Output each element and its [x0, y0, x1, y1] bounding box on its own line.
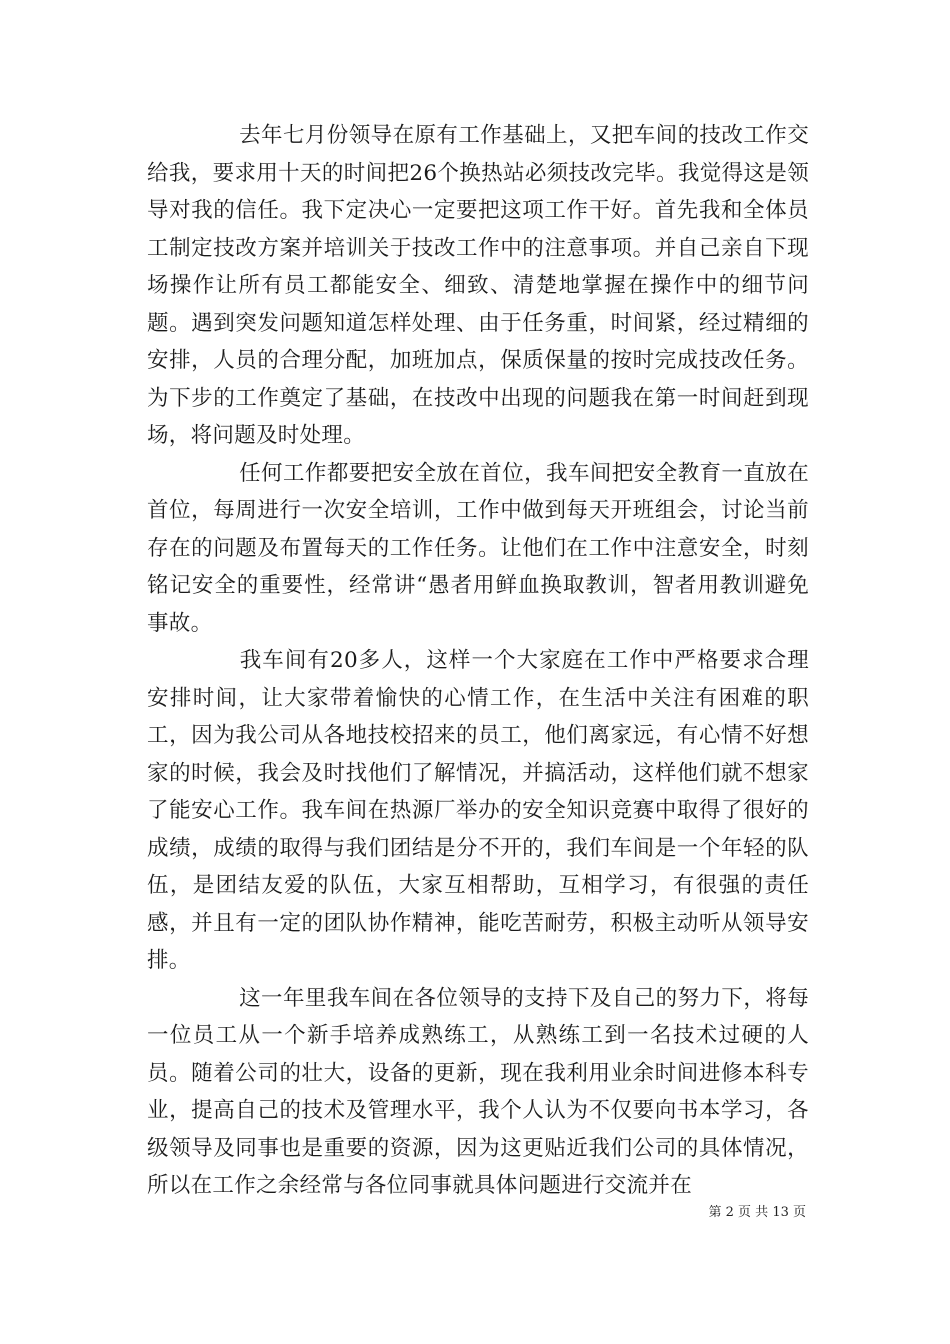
paragraph-safety-first — [147, 455, 809, 643]
paragraph-staff-training — [147, 980, 809, 1205]
paragraph-text: 这一年里我车间在各位领导的支持下及自己的努力下，将每一位员工从一个新手培养成熟练工，从熟练工到一名技术过硬的人员。随着公司的壮大，设备的更新，现在我利用业余时间进修本科专业，提高自己的技术及管理水平，我个人认为不仅要向书本学习，各级领导及同事也是重要的资源，因为这更贴近我们公司的具体情况，所以在工作之余经常与各位同事就具体问题进行交流并在 — [147, 985, 809, 1198]
page-number-footer: 第 2 页 共 13 页 — [708, 1205, 806, 1220]
document-body — [147, 117, 809, 1205]
paragraph-technical-renovation — [147, 117, 809, 455]
paragraph-team-management — [147, 642, 809, 980]
paragraph-text: 我车间有20多人，这样一个大家庭在工作中严格要求合理安排时间，让大家带着愉快的心情工作，在生活中关注有困难的职工，因为我公司从各地技校招来的员工，他们离家远，有心情不好想家的时候，我会及时找他们了解情况，并搞活动，这样他们就不想家了能安心工作。我车间在热源厂举办的安全知识竞赛中取得了很好的成绩，成绩的取得与我们团结是分不开的，我们车间是一个年轻的队伍，是团结友爱的队伍，大家互相帮助，互相学习，有很强的责任感，并且有一定的团队协作精神，能吃苦耐劳，积极主动听从领导安排。 — [147, 648, 809, 973]
paragraph-text: 任何工作都要把安全放在首位，我车间把安全教育一直放在首位，每周进行一次安全培训，工作中做到每天开班组会，讨论当前存在的问题及布置每天的工作任务。让他们在工作中注意安全，时刻铭记安全的重要性，经常讲“愚者用鲜血换取教训，智者用教训避免事故。 — [147, 460, 809, 636]
paragraph-text: 去年七月份领导在原有工作基础上，又把车间的技改工作交给我，要求用十天的时间把26个换热站必须技改完毕。我觉得这是领导对我的信任。我下定决心一定要把这项工作干好。首先我和全体员工制定技改方案并培训关于技改工作中的注意事项。并自己亲自下现场操作让所有员工都能安全、细致、清楚地掌握在操作中的细节问题。遇到突发问题知道怎样处理、由于任务重，时间紧，经过精细的安排，人员的合理分配，加班加点，保质保量的按时完成技改任务。为下步的工作奠定了基础，在技改中出现的问题我在第一时间赶到现场，将问题及时处理。 — [147, 123, 809, 448]
